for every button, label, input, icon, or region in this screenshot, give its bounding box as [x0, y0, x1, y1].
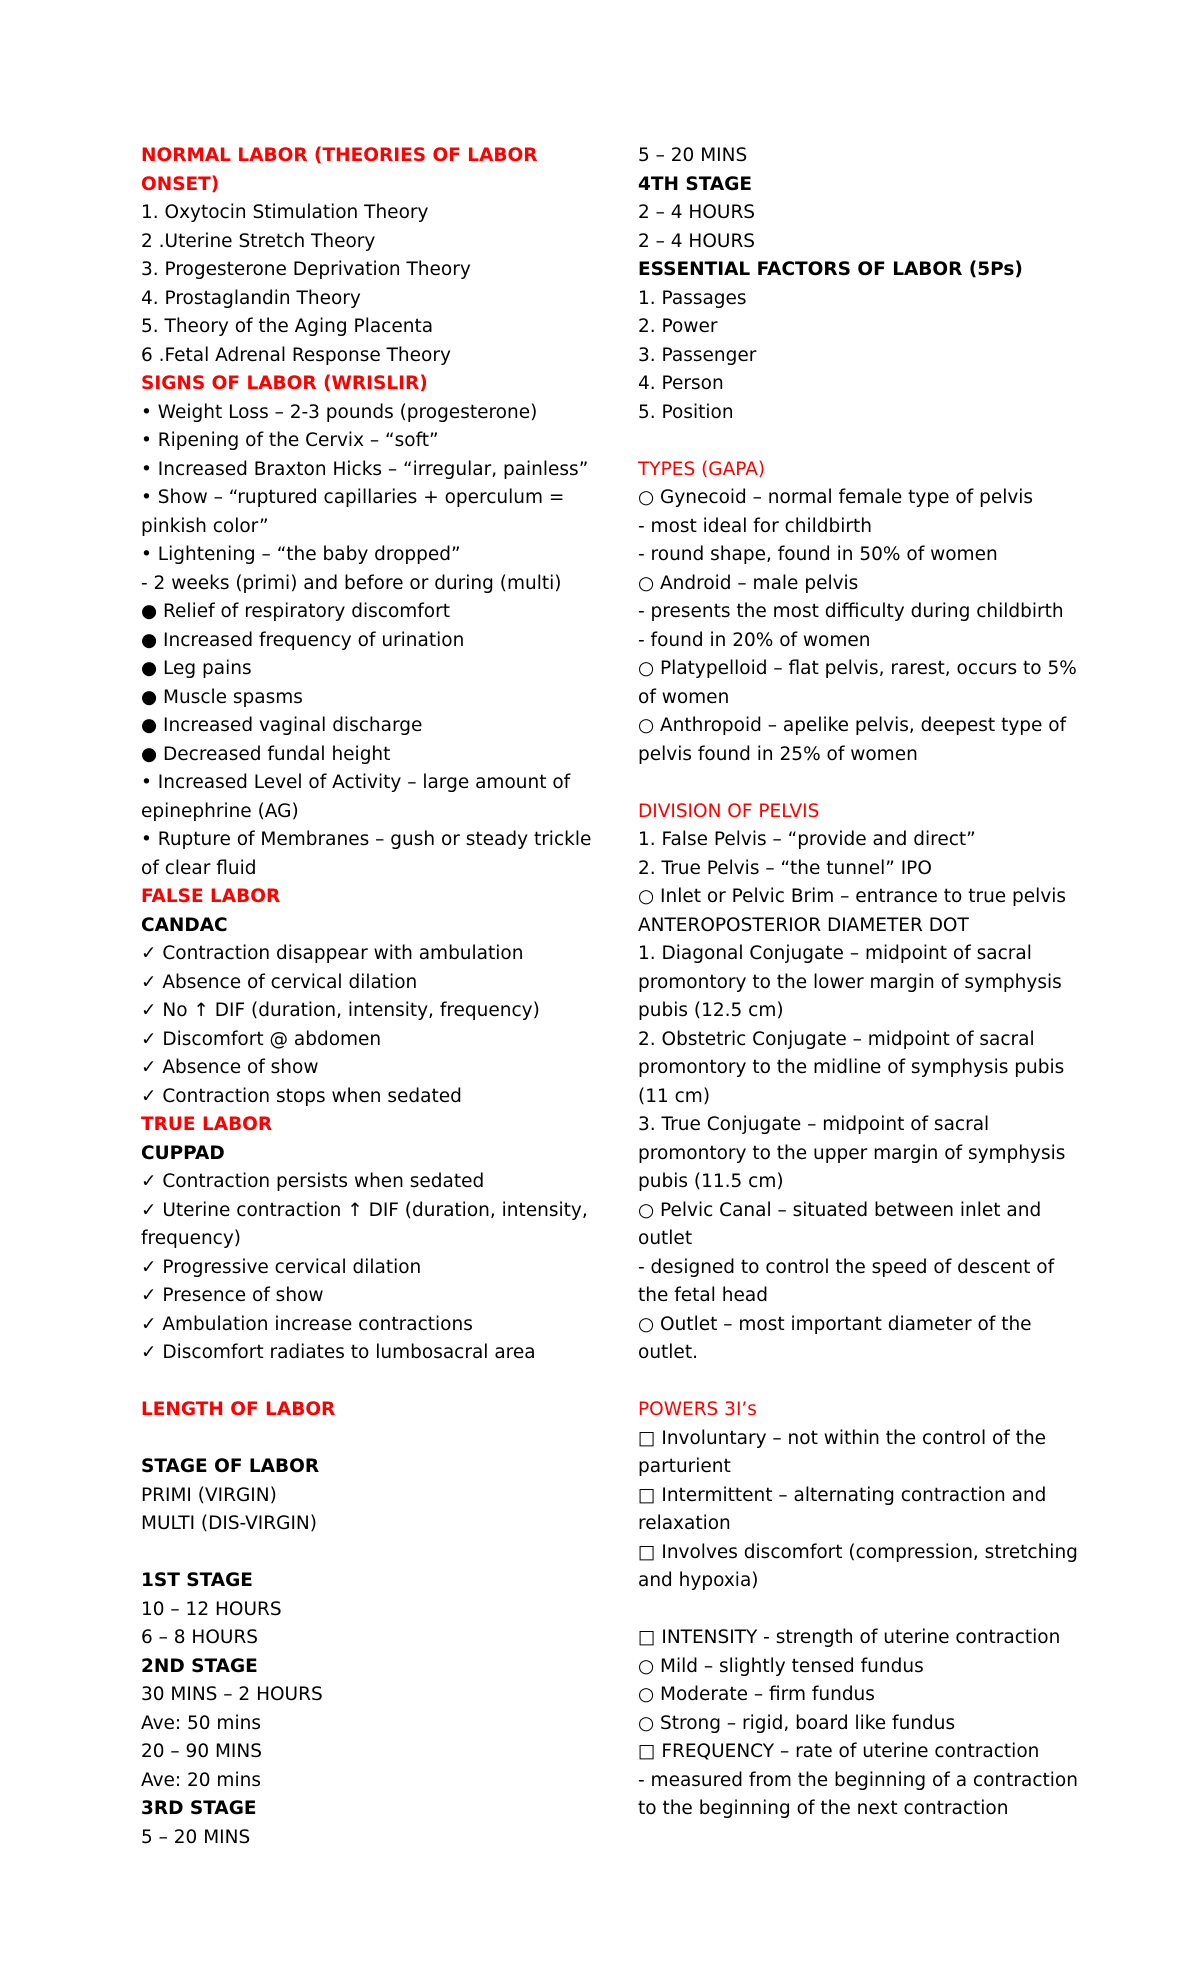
right-line-43: - measured from the beginning of a contraction to the beginning of the next contraction [638, 1769, 1078, 1819]
right-line-1: 4TH STAGE [638, 173, 753, 195]
left-line-14: ● Relief of respiratory discomfort [141, 601, 450, 622]
right-line-19: ○ Anthropoid – apelike pelvis, deepest type of pelvis found in 25% of women [638, 715, 1067, 765]
right-line-13: - most ideal for childbirth [638, 515, 872, 537]
right-line-9: 5. Position [638, 401, 734, 423]
right-line-35: □ Intermittent – alternating contraction and relaxation [638, 1484, 1047, 1534]
left-line-49: 30 MINS – 2 HOURS [141, 1684, 323, 1705]
left-line-6: 6 .Fetal Adrenal Response Theory [141, 344, 451, 366]
left-line-53: 3RD STAGE [141, 1798, 257, 1819]
right-line-15: ○ Android – male pelvis [638, 572, 859, 594]
right-line-29: ○ Pelvic Canal – situated between inlet and outlet [638, 1199, 1042, 1249]
right-line-24: ○ Inlet or Pelvic Brim – entrance to true pelvis [638, 886, 1067, 907]
left-line-25: ✓ Absence of cervical dilation [141, 971, 418, 993]
right-line-39: ○ Mild – slightly tensed fundus [638, 1655, 924, 1677]
left-line-11: • Show – “ruptured capillaries + operculum = pinkish color” [141, 487, 565, 537]
left-line-41: STAGE OF LABOR [141, 1456, 320, 1477]
left-line-1: 1. Oxytocin Stimulation Theory [141, 202, 429, 223]
left-line-2: 2 .Uterine Stretch Theory [141, 230, 376, 252]
right-line-26: 1. Diagonal Conjugate – midpoint of sacral promontory to the lower margin of symphysis pubis (12.5 cm) [638, 943, 1062, 1021]
left-line-33: ✓ Uterine contraction ↑ DIF (duration, intensity, frequency) [141, 1199, 588, 1249]
right-line-25: ANTEROPOSTERIOR DIAMETER DOT [638, 914, 969, 936]
right-line-6: 2. Power [638, 316, 718, 337]
left-line-8: • Weight Loss – 2-3 pounds (progesterone) [141, 401, 538, 423]
right-column [638, 142, 1078, 1824]
left-line-29: ✓ Contraction stops when sedated [141, 1085, 462, 1107]
right-line-36: □ Involves discomfort (compression, stretching and hypoxia) [638, 1541, 1078, 1591]
right-line-22: 1. False Pelvis – “provide and direct” [638, 829, 976, 850]
right-line-41: ○ Strong – rigid, board like fundus [638, 1712, 956, 1734]
right-line-28: 3. True Conjugate – midpoint of sacral promontory to the upper margin of symphysis pubis (11.5 cm) [638, 1114, 1066, 1192]
left-line-21: • Rupture of Membranes – gush or steady trickle of clear fluid [141, 829, 592, 879]
left-line-40 [141, 1425, 596, 1454]
right-line-20 [638, 769, 1078, 798]
right-line-31: ○ Outlet – most important diameter of the outlet. [638, 1313, 1032, 1363]
right-line-14: - round shape, found in 50% of women [638, 544, 998, 565]
right-line-5: 1. Passages [638, 287, 747, 309]
left-line-39: LENGTH OF LABOR [141, 1399, 336, 1420]
right-line-38: □ INTENSITY - strength of uterine contraction [638, 1627, 1061, 1648]
right-line-2: 2 – 4 HOURS [638, 202, 756, 223]
left-line-54: 5 – 20 MINS [141, 1826, 251, 1848]
left-line-38 [141, 1368, 596, 1397]
left-line-34: ✓ Progressive cervical dilation [141, 1256, 422, 1278]
left-line-19: ● Decreased fundal height [141, 743, 391, 765]
right-line-30: - designed to control the speed of descent of the fetal head [638, 1256, 1055, 1306]
left-line-23: CANDAC [141, 914, 228, 936]
left-line-30: TRUE LABOR [141, 1114, 273, 1135]
left-column [141, 142, 596, 1852]
left-line-27: ✓ Discomfort @ abdomen [141, 1028, 382, 1050]
left-line-10: • Increased Braxton Hicks – “irregular, painless” [141, 458, 589, 480]
left-line-17: ● Muscle spasms [141, 686, 303, 708]
left-line-22: FALSE LABOR [141, 886, 281, 907]
left-line-12: • Lightening – “the baby dropped” [141, 544, 461, 565]
right-line-21: DIVISION OF PELVIS [638, 800, 820, 822]
left-line-16: ● Leg pains [141, 658, 252, 679]
right-line-8: 4. Person [638, 373, 724, 394]
right-line-42: □ FREQUENCY – rate of uterine contraction [638, 1741, 1040, 1762]
left-line-52: Ave: 20 mins [141, 1769, 261, 1791]
right-line-37 [638, 1596, 1078, 1625]
left-line-13: - 2 weeks (primi) and before or during (multi) [141, 572, 562, 594]
right-line-17: - found in 20% of women [638, 629, 871, 651]
left-line-45: 1ST STAGE [141, 1570, 253, 1591]
left-line-0: NORMAL LABOR (THEORIES OF LABOR ONSET) [141, 145, 538, 195]
right-line-11: TYPES (GAPA) [638, 458, 766, 480]
left-line-24: ✓ Contraction disappear with ambulation [141, 943, 524, 964]
right-line-34: □ Involuntary – not within the control of the parturient [638, 1427, 1047, 1477]
right-line-33: POWERS 3I’s [638, 1399, 757, 1420]
right-line-12: ○ Gynecoid – normal female type of pelvis [638, 487, 1034, 508]
right-line-32 [638, 1368, 1078, 1397]
left-line-32: ✓ Contraction persists when sedated [141, 1171, 485, 1192]
left-line-51: 20 – 90 MINS [141, 1741, 262, 1762]
left-line-36: ✓ Ambulation increase contractions [141, 1313, 473, 1335]
right-line-3: 2 – 4 HOURS [638, 230, 756, 252]
left-line-47: 6 – 8 HOURS [141, 1627, 259, 1648]
left-line-44 [141, 1539, 596, 1568]
left-line-3: 3. Progesterone Deprivation Theory [141, 259, 471, 280]
right-line-23: 2. True Pelvis – “the tunnel” IPO [638, 857, 932, 879]
left-line-26: ✓ No ↑ DIF (duration, intensity, frequency) [141, 1000, 540, 1021]
left-line-31: CUPPAD [141, 1142, 225, 1164]
right-line-10 [638, 427, 1078, 456]
right-line-0: 5 – 20 MINS [638, 145, 748, 166]
left-line-20: • Increased Level of Activity – large amount of epinephrine (AG) [141, 772, 571, 822]
left-line-43: MULTI (DIS-VIRGIN) [141, 1513, 317, 1534]
left-line-37: ✓ Discomfort radiates to lumbosacral area [141, 1342, 536, 1363]
right-line-27: 2. Obstetric Conjugate – midpoint of sacral promontory to the midline of symphysis pubis (11 cm) [638, 1028, 1065, 1107]
right-line-7: 3. Passenger [638, 344, 757, 366]
left-line-46: 10 – 12 HOURS [141, 1598, 282, 1620]
right-line-16: - presents the most difficulty during childbirth [638, 601, 1064, 622]
left-line-48: 2ND STAGE [141, 1655, 258, 1677]
left-line-50: Ave: 50 mins [141, 1712, 261, 1734]
right-line-18: ○ Platypelloid – flat pelvis, rarest, occurs to 5% of women [638, 658, 1077, 708]
left-line-15: ● Increased frequency of urination [141, 629, 465, 651]
right-line-40: ○ Moderate – firm fundus [638, 1684, 875, 1705]
left-line-28: ✓ Absence of show [141, 1057, 319, 1078]
left-line-4: 4. Prostaglandin Theory [141, 287, 361, 309]
left-line-18: ● Increased vaginal discharge [141, 715, 423, 736]
right-line-4: ESSENTIAL FACTORS OF LABOR (5Ps) [638, 259, 1023, 280]
left-line-7: SIGNS OF LABOR (WRISLIR) [141, 373, 428, 394]
left-line-42: PRIMI (VIRGIN) [141, 1484, 277, 1506]
left-line-5: 5. Theory of the Aging Placenta [141, 316, 434, 337]
left-line-35: ✓ Presence of show [141, 1285, 324, 1306]
left-line-9: • Ripening of the Cervix – “soft” [141, 430, 439, 451]
